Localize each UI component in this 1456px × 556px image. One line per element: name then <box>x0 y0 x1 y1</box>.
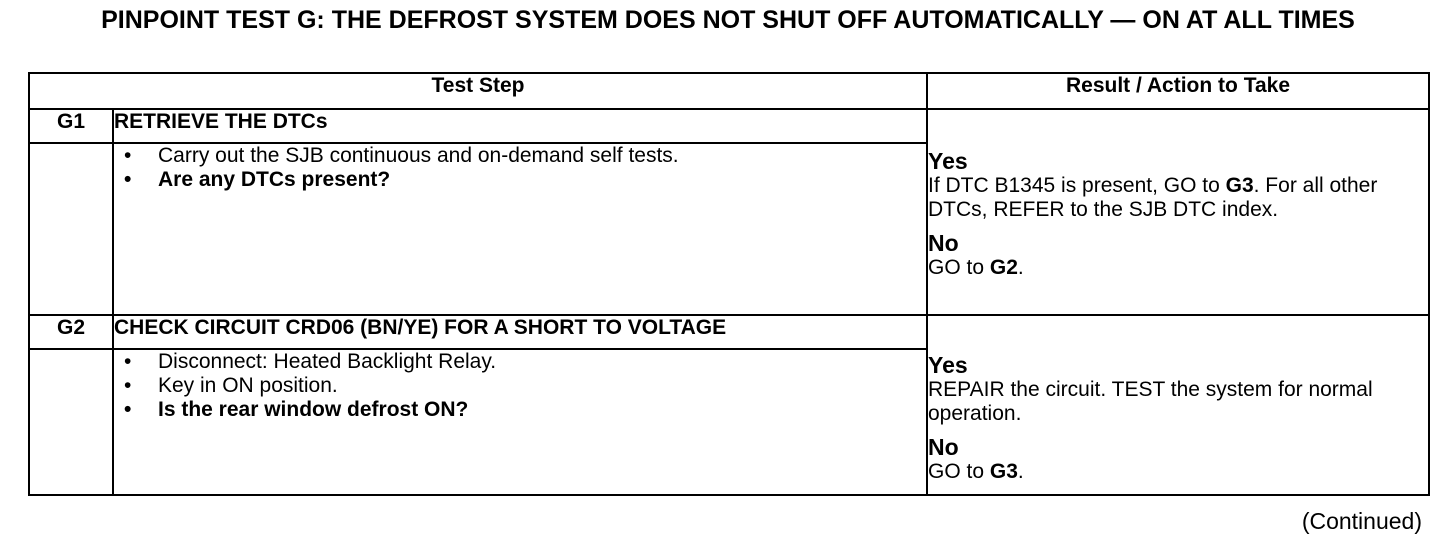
no-block <box>928 434 1428 484</box>
step-ref: G3 <box>1225 174 1254 197</box>
action-list <box>124 144 926 192</box>
no-text: GO to <box>928 460 990 483</box>
step-g2-title-row <box>29 315 1429 349</box>
step-g2-details <box>113 349 927 495</box>
yes-text-rest: . For all other DTCs, REFER to the SJB DTC index. <box>928 174 1378 221</box>
step-g1-details <box>113 143 927 315</box>
step-ref: G2 <box>989 256 1018 279</box>
yes-block <box>928 352 1428 426</box>
step-id: G1 <box>29 109 113 143</box>
yes-block <box>928 148 1428 222</box>
step-g1-title-row <box>29 109 1429 143</box>
table-header-row <box>29 73 1429 109</box>
no-action <box>928 460 1428 484</box>
step-g1-result <box>927 109 1429 315</box>
pinpoint-test-table <box>28 72 1430 496</box>
yes-action: REPAIR the circuit. TEST the system for normal operation. <box>928 378 1373 425</box>
step-g2-result <box>927 315 1429 495</box>
no-tail: . <box>1017 256 1024 279</box>
list-item: • Carry out the SJB continuous and on-demand self tests. <box>124 144 679 167</box>
no-text: GO to <box>928 256 990 279</box>
bullet-icon: • <box>124 398 132 421</box>
step-name: CHECK CIRCUIT CRD06 (BN/YE) FOR A SHORT TO VOLTAGE <box>113 315 927 349</box>
no-tail: . <box>1017 460 1024 483</box>
test-step-header: Test Step <box>29 73 927 109</box>
yes-label: Yes <box>928 352 968 378</box>
no-label: No <box>928 434 959 460</box>
no-label: No <box>928 230 959 256</box>
list-item: • Is the rear window defrost ON? <box>124 398 469 421</box>
bullet-icon: • <box>124 374 132 397</box>
blank-cell <box>29 143 113 315</box>
page-title: PINPOINT TEST G: THE DEFROST SYSTEM DOES NOT SHUT OFF AUTOMATICALLY — ON AT ALL TIMES <box>101 6 1355 34</box>
action-list <box>124 350 926 422</box>
yes-label: Yes <box>928 148 968 174</box>
result-header: Result / Action to Take <box>927 73 1429 109</box>
no-action <box>928 256 1428 280</box>
bullet-icon: • <box>124 168 132 191</box>
list-item: • Disconnect: Heated Backlight Relay. <box>124 350 497 373</box>
bullet-icon: • <box>124 144 132 167</box>
step-name: RETRIEVE THE DTCs <box>113 109 927 143</box>
bullet-icon: • <box>124 350 132 373</box>
no-block <box>928 230 1428 280</box>
blank-cell <box>29 349 113 495</box>
yes-action <box>928 174 1428 222</box>
step-id: G2 <box>29 315 113 349</box>
continued-label: (Continued) <box>1301 508 1422 534</box>
yes-text: If DTC B1345 is present, GO to <box>928 174 1226 197</box>
list-item: • Key in ON position. <box>124 374 338 397</box>
list-item: • Are any DTCs present? <box>124 168 391 191</box>
step-ref: G3 <box>989 460 1018 483</box>
